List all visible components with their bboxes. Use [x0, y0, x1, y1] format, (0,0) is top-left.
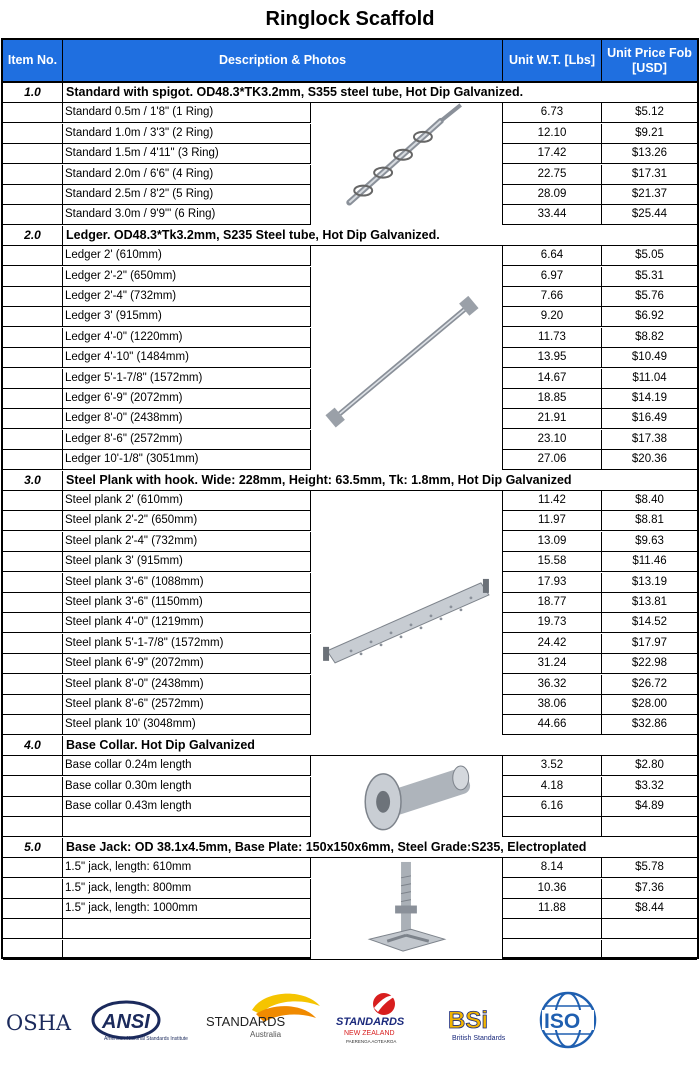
svg-text:American National Standards In: American National Standards Institute: [104, 1036, 188, 1042]
item-cell: [3, 654, 63, 673]
description-cell: Standard 2.0m / 6'6" (4 Ring): [63, 165, 311, 184]
unit-price-cell: $7.36: [635, 881, 664, 894]
unit-price-cell: $10.49: [631, 351, 668, 364]
section-number: 1.0: [3, 83, 63, 102]
unit-price-cell: $17.97: [631, 636, 668, 649]
description-cell: Standard 1.0m / 3'3" (2 Ring): [63, 124, 311, 143]
description-cell: Steel plank 10' (3048mm): [63, 715, 311, 734]
item-cell: [3, 369, 63, 388]
item-cell: [3, 511, 63, 530]
svg-text:STANDARDS: STANDARDS: [336, 1016, 405, 1028]
header-item-no: Item No.: [3, 40, 63, 83]
item-cell: [3, 430, 63, 449]
unit-weight-cell: 11.97: [503, 511, 602, 530]
unit-price-cell: $5.78: [635, 861, 664, 874]
product-photo-1: [311, 103, 503, 224]
unit-weight-cell: 6.73: [503, 103, 602, 122]
unit-weight-cell: 23.10: [503, 430, 602, 449]
unit-weight-cell: 3.52: [503, 756, 602, 775]
section-number: 4.0: [3, 736, 63, 755]
svg-text:Australia: Australia: [250, 1030, 282, 1039]
item-cell: [3, 307, 63, 326]
item-cell: [3, 165, 63, 184]
unit-price-cell: $9.63: [635, 534, 664, 547]
unit-weight-cell: [503, 919, 602, 938]
product-photo-4: [311, 756, 503, 837]
header-unit-weight: Unit W.T. [Lbs]: [503, 40, 602, 83]
section-header-row: [3, 83, 697, 103]
svg-text:OSHA: OSHA: [6, 1011, 72, 1035]
unit-weight-cell: 44.66: [503, 715, 602, 734]
item-cell: [3, 267, 63, 286]
unit-weight-cell: [503, 940, 602, 959]
unit-price-cell: $26.72: [631, 677, 668, 690]
description-cell: Standard 0.5m / 1'8" (1 Ring): [63, 103, 311, 122]
section-heading: Standard with spigot. OD48.3*TK3.2mm, S355 steel tube, Hot Dip Galvanized.: [66, 85, 524, 99]
unit-price-cell: $14.52: [631, 616, 668, 629]
unit-weight-cell: 15.58: [503, 552, 602, 571]
item-cell: [3, 797, 63, 816]
description-cell: Steel plank 3'-6" (1088mm): [63, 573, 311, 592]
iso-logo: [534, 990, 604, 1055]
unit-weight-cell: 13.09: [503, 532, 602, 551]
header-unit-price: Unit Price Fob [USD]: [602, 40, 697, 83]
section-number: 3.0: [3, 471, 63, 490]
unit-weight-cell: 14.67: [503, 369, 602, 388]
description-cell: Steel plank 4'-0" (1219mm): [63, 613, 311, 632]
description-cell: Standard 1.5m / 4'11" (3 Ring): [63, 144, 311, 163]
unit-weight-cell: [503, 817, 602, 836]
unit-weight-cell: 7.66: [503, 287, 602, 306]
unit-weight-cell: 21.91: [503, 409, 602, 428]
item-cell: [3, 552, 63, 571]
unit-price-cell: [602, 940, 697, 959]
unit-weight-cell: 11.88: [503, 899, 602, 918]
unit-price-cell: $8.82: [635, 330, 664, 343]
unit-weight-cell: 6.16: [503, 797, 602, 816]
unit-price-cell: $25.44: [631, 208, 668, 221]
unit-price-cell: $5.31: [635, 269, 664, 282]
item-cell: [3, 715, 63, 734]
unit-price-cell: $16.49: [631, 412, 668, 425]
section-header-row: [3, 471, 697, 491]
description-cell: Steel plank 2'-4" (732mm): [63, 532, 311, 551]
header-description: Description & Photos: [63, 40, 503, 83]
unit-price-cell: $8.44: [635, 902, 664, 914]
description-cell: Standard 2.5m / 8'2" (5 Ring): [63, 185, 311, 204]
unit-price-cell: $8.81: [635, 514, 664, 527]
unit-price-cell: $8.40: [635, 494, 664, 506]
unit-weight-cell: 6.64: [503, 246, 602, 265]
unit-weight-cell: 22.75: [503, 165, 602, 184]
description-cell: Ledger 3' (915mm): [63, 307, 311, 326]
unit-weight-cell: 4.18: [503, 777, 602, 796]
unit-price-cell: $32.86: [631, 718, 668, 731]
description-cell: Ledger 5'-1-7/8" (1572mm): [63, 369, 311, 388]
unit-price-cell: $14.19: [631, 392, 668, 404]
item-cell: [3, 103, 63, 122]
unit-weight-cell: 17.42: [503, 144, 602, 163]
unit-price-cell: $4.89: [635, 800, 664, 812]
unit-weight-cell: 18.85: [503, 389, 602, 408]
item-cell: [3, 573, 63, 592]
item-cell: [3, 409, 63, 428]
description-cell: Steel plank 2' (610mm): [63, 491, 311, 510]
unit-price-cell: $13.81: [631, 596, 668, 608]
product-photo-3: [311, 491, 503, 735]
unit-weight-cell: 18.77: [503, 593, 602, 612]
section-heading: Base Collar. Hot Dip Galvanized: [66, 737, 255, 752]
description-cell: Ledger 8'-0" (2438mm): [63, 409, 311, 428]
section-header-row: [3, 838, 697, 858]
description-cell: 1.5" jack, length: 800mm: [63, 879, 311, 898]
product-photo-5: [311, 858, 503, 959]
unit-weight-cell: 28.09: [503, 185, 602, 204]
standards-new-zealand-logo: [334, 990, 434, 1051]
ansi-logo: [90, 998, 200, 1047]
item-cell: [3, 756, 63, 775]
price-table: [1, 38, 699, 959]
section-number: 5.0: [3, 838, 63, 857]
svg-text:ANSI: ANSI: [102, 1011, 150, 1033]
item-cell: [3, 185, 63, 204]
unit-price-cell: $5.05: [635, 249, 664, 262]
item-cell: [3, 532, 63, 551]
section-header-row: [3, 226, 697, 246]
item-cell: [3, 613, 63, 632]
item-cell: [3, 491, 63, 510]
description-cell: 1.5" jack, length: 610mm: [63, 858, 311, 877]
description-cell: Ledger 2'-2" (650mm): [63, 267, 311, 286]
unit-weight-cell: 36.32: [503, 675, 602, 694]
description-cell: Steel plank 3' (915mm): [63, 552, 311, 571]
section-number: 2.0: [3, 226, 63, 245]
description-cell: Steel plank 5'-1-7/8" (1572mm): [63, 634, 311, 653]
item-cell: [3, 777, 63, 796]
description-cell: Steel plank 6'-9" (2072mm): [63, 654, 311, 673]
unit-price-cell: $21.37: [631, 188, 668, 200]
svg-text:British Standards: British Standards: [452, 1035, 506, 1042]
item-cell: [3, 328, 63, 347]
section-heading: Steel Plank with hook. Wide: 228mm, Height: 63.5mm, Tk: 1.8mm, Hot Dip Galvanized: [66, 472, 572, 487]
unit-price-cell: $5.76: [635, 290, 664, 302]
product-photo-2: [311, 246, 503, 469]
unit-price-cell: $17.38: [631, 432, 668, 445]
description-cell: Ledger 2'-4" (732mm): [63, 287, 311, 306]
table-header: [3, 40, 697, 83]
item-cell: [3, 144, 63, 163]
svg-text:ISO: ISO: [544, 1010, 581, 1033]
unit-price-cell: $6.92: [635, 310, 664, 323]
description-cell: Ledger 2' (610mm): [63, 246, 311, 265]
unit-price-cell: $2.80: [635, 759, 664, 772]
osha-logo: [6, 1008, 78, 1041]
item-cell: [3, 919, 63, 938]
svg-text:NEW ZEALAND: NEW ZEALAND: [344, 1030, 395, 1037]
unit-weight-cell: 19.73: [503, 613, 602, 632]
unit-price-cell: [602, 817, 697, 836]
unit-weight-cell: 11.42: [503, 491, 602, 510]
description-cell: Base collar 0.24m length: [63, 756, 311, 775]
item-cell: [3, 817, 63, 836]
unit-weight-cell: 24.42: [503, 634, 602, 653]
section-header-row: [3, 736, 697, 756]
unit-price-cell: $20.36: [631, 453, 668, 466]
unit-price-cell: $3.32: [635, 779, 664, 792]
unit-weight-cell: 12.10: [503, 124, 602, 143]
description-cell: Steel plank 8'-6" (2572mm): [63, 695, 311, 714]
description-cell: [63, 940, 311, 959]
description-cell: Base collar 0.43m length: [63, 797, 311, 816]
unit-price-cell: $28.00: [631, 698, 668, 710]
description-cell: Ledger 4'-0" (1220mm): [63, 328, 311, 347]
unit-weight-cell: 6.97: [503, 267, 602, 286]
description-cell: [63, 919, 311, 938]
item-cell: [3, 634, 63, 653]
svg-text:STANDARDS: STANDARDS: [206, 1014, 286, 1029]
item-cell: [3, 205, 63, 224]
unit-price-cell: $17.31: [631, 167, 668, 180]
description-cell: [63, 817, 311, 836]
unit-weight-cell: 8.14: [503, 858, 602, 877]
description-cell: Steel plank 2'-2" (650mm): [63, 511, 311, 530]
item-cell: [3, 348, 63, 367]
item-cell: [3, 389, 63, 408]
unit-price-cell: $9.21: [635, 126, 664, 139]
description-cell: 1.5" jack, length: 1000mm: [63, 899, 311, 918]
item-cell: [3, 879, 63, 898]
unit-weight-cell: 11.73: [503, 328, 602, 347]
unit-weight-cell: 33.44: [503, 205, 602, 224]
unit-price-cell: $22.98: [631, 657, 668, 670]
item-cell: [3, 450, 63, 469]
description-cell: Ledger 6'-9" (2072mm): [63, 389, 311, 408]
unit-weight-cell: 9.20: [503, 307, 602, 326]
unit-weight-cell: 31.24: [503, 654, 602, 673]
unit-weight-cell: 17.93: [503, 573, 602, 592]
unit-price-cell: [602, 919, 697, 938]
description-cell: Ledger 8'-6" (2572mm): [63, 430, 311, 449]
section-heading: Ledger. OD48.3*Tk3.2mm, S235 Steel tube, Hot Dip Galvanized.: [66, 227, 440, 242]
description-cell: Base collar 0.30m length: [63, 777, 311, 796]
svg-text:PAERENGA AOTEAROA: PAERENGA AOTEAROA: [346, 1039, 397, 1044]
unit-price-cell: $13.26: [631, 147, 668, 160]
item-cell: [3, 675, 63, 694]
description-cell: Ledger 4'-10" (1484mm): [63, 348, 311, 367]
description-cell: Steel plank 8'-0" (2438mm): [63, 675, 311, 694]
item-cell: [3, 287, 63, 306]
item-cell: [3, 593, 63, 612]
standards-australia-logo: [204, 986, 324, 1047]
bsi-logo: [446, 1004, 516, 1049]
item-cell: [3, 124, 63, 143]
unit-weight-cell: 38.06: [503, 695, 602, 714]
section-heading: Base Jack: OD 38.1x4.5mm, Base Plate: 150x150x6mm, Steel Grade:S235, Electroplated: [66, 839, 587, 854]
unit-price-cell: $11.46: [632, 555, 667, 568]
description-cell: Standard 3.0m / 9'9"' (6 Ring): [63, 205, 311, 224]
certification-logos: [0, 960, 700, 1076]
item-cell: [3, 246, 63, 265]
description-cell: Ledger 10'-1/8" (3051mm): [63, 450, 311, 469]
unit-price-cell: $13.19: [631, 575, 668, 588]
item-cell: [3, 858, 63, 877]
unit-weight-cell: 13.95: [503, 348, 602, 367]
page-title: Ringlock Scaffold: [265, 8, 435, 30]
unit-weight-cell: 10.36: [503, 879, 602, 898]
unit-price-cell: $11.04: [632, 371, 667, 384]
item-cell: [3, 940, 63, 959]
item-cell: [3, 899, 63, 918]
unit-price-cell: $5.12: [635, 106, 664, 119]
description-cell: Steel plank 3'-6" (1150mm): [63, 593, 311, 612]
unit-weight-cell: 27.06: [503, 450, 602, 469]
item-cell: [3, 695, 63, 714]
svg-text:BSi: BSi: [448, 1007, 489, 1034]
